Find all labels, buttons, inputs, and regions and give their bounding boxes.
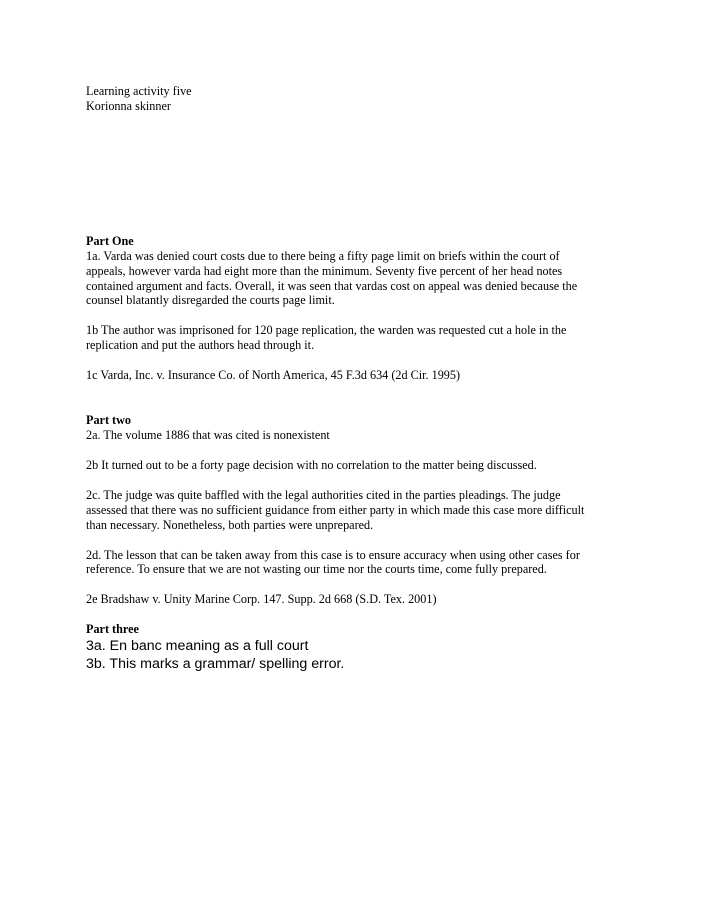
- answer-2b: 2b It turned out to be a forty page decision with no correlation to the matter being discussed.: [86, 457, 537, 472]
- answer-2a: 2a. The volume 1886 that was cited is nonexistent: [86, 427, 330, 442]
- spacer: [86, 114, 626, 234]
- author-name: Korionna skinner: [86, 98, 171, 113]
- answer-2e: 2e Bradshaw v. Unity Marine Corp. 147. Supp. 2d 668 (S.D. Tex. 2001): [86, 592, 437, 607]
- answer-2d: [86, 548, 626, 578]
- part-one-heading: Part One: [86, 233, 134, 248]
- answer-2d-line: reference. To ensure that we are not wasting our time nor the courts time, come fully prepared.: [86, 562, 547, 577]
- answer-1b-line: 1b The author was imprisoned for 120 page replication, the warden was requested cut a hole in the: [86, 323, 567, 338]
- answer-1b-line: replication and put the authors head through it.: [86, 338, 315, 353]
- answer-1a-line: counsel blatantly disregarded the courts page limit.: [86, 293, 335, 308]
- answer-1a-line: 1a. Varda was denied court costs due to there being a fifty page limit on briefs within the court of: [86, 248, 560, 263]
- part-two-heading: Part two: [86, 413, 132, 428]
- answer-1c: 1c Varda, Inc. v. Insurance Co. of North America, 45 F.3d 634 (2d Cir. 1995): [86, 368, 461, 383]
- answer-1a-line: contained argument and facts. Overall, it was seen that vardas cost on appeal was denied because the: [86, 278, 578, 293]
- part-three-heading: Part three: [86, 622, 139, 637]
- document-title: Learning activity five: [86, 84, 192, 98]
- answer-2c-line: 2c. The judge was quite baffled with the legal authorities cited in the parties pleadings. The judge: [86, 487, 561, 502]
- document-body: [86, 84, 626, 673]
- answer-1b: [86, 323, 626, 353]
- answer-3a: 3a. En banc meaning as a full court: [86, 638, 309, 655]
- answer-2c: [86, 488, 626, 533]
- answer-2c-line: assessed that there was no sufficient guidance from either party in which made this case more difficult: [86, 502, 585, 517]
- answer-3b: 3b. This marks a grammar/ spelling error.: [86, 656, 345, 673]
- answer-1a: [86, 249, 626, 309]
- answer-1a-line: appeals, however varda had eight more than the minimum. Seventy five percent of her head notes: [86, 263, 563, 278]
- answer-2d-line: 2d. The lesson that can be taken away from this case is to ensure accuracy when using other cases for: [86, 547, 580, 562]
- answer-2c-line: than necessary. Nonetheless, both parties were unprepared.: [86, 517, 374, 532]
